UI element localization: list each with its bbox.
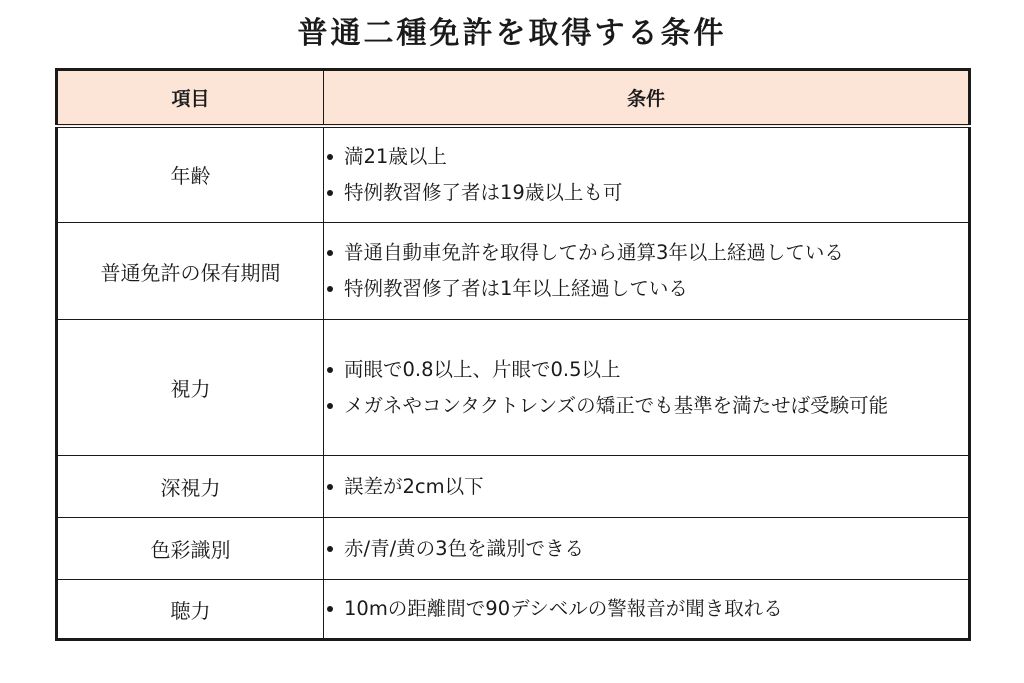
condition-bullet: 普通自動車免許を取得してから通算3年以上経過している xyxy=(324,235,968,271)
header-item: 項目 xyxy=(57,70,324,126)
condition-list xyxy=(324,591,968,627)
row-item-license-period: 普通免許の保有期間 xyxy=(57,223,324,320)
table-body xyxy=(57,126,970,640)
row-item-hearing: 聴力 xyxy=(57,580,324,640)
table-row xyxy=(57,223,970,320)
table-row xyxy=(57,126,970,223)
table-row xyxy=(57,320,970,456)
condition-bullet: 満21歳以上 xyxy=(324,139,968,175)
condition-bullet: 10mの距離間で90デシベルの警報音が聞き取れる xyxy=(324,591,968,627)
condition-list xyxy=(324,352,968,424)
row-conditions xyxy=(324,518,970,580)
condition-list xyxy=(324,139,968,211)
condition-bullet: 両眼で0.8以上、片眼で0.5以上 xyxy=(324,352,968,388)
header-row xyxy=(57,70,970,126)
condition-bullet: メガネやコンタクトレンズの矯正でも基準を満たせば受験可能 xyxy=(324,388,968,424)
row-conditions xyxy=(324,320,970,456)
condition-bullet: 特例教習修了者は1年以上経過している xyxy=(324,271,968,307)
table-row xyxy=(57,456,970,518)
condition-list xyxy=(324,235,968,307)
condition-bullet: 特例教習修了者は19歳以上も可 xyxy=(324,175,968,211)
row-item-vision: 視力 xyxy=(57,320,324,456)
row-conditions xyxy=(324,456,970,518)
table-header xyxy=(57,70,970,126)
table-row xyxy=(57,580,970,640)
conditions-table xyxy=(55,68,971,641)
condition-bullet: 誤差が2cm以下 xyxy=(324,469,968,505)
row-item-depth-perception: 深視力 xyxy=(57,456,324,518)
row-conditions xyxy=(324,126,970,223)
table-row xyxy=(57,518,970,580)
condition-list xyxy=(324,469,968,505)
row-item-color-vision: 色彩識別 xyxy=(57,518,324,580)
row-item-age: 年齢 xyxy=(57,126,324,223)
condition-bullet: 赤/青/黄の3色を識別できる xyxy=(324,531,968,567)
condition-list xyxy=(324,531,968,567)
header-conditions: 条件 xyxy=(324,70,970,126)
row-conditions xyxy=(324,580,970,640)
row-conditions xyxy=(324,223,970,320)
page-title: 普通二種免許を取得する条件 xyxy=(297,16,727,51)
